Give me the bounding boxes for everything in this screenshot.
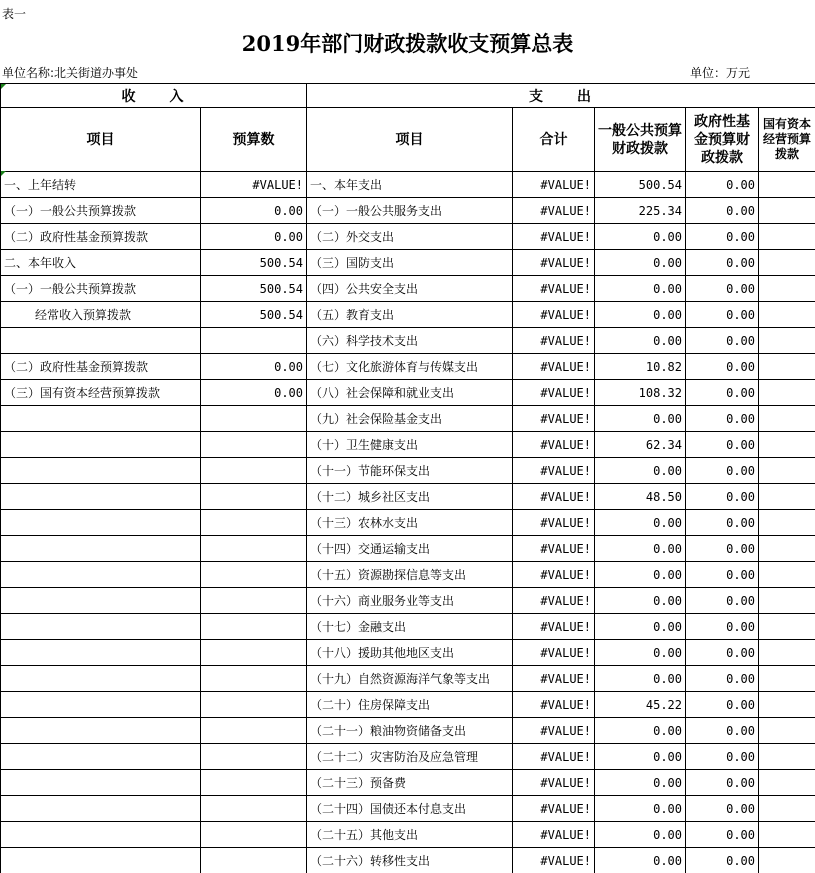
income-amount-cell xyxy=(201,432,307,458)
state-capital-cell xyxy=(759,510,815,536)
total-cell: #VALUE! xyxy=(513,302,595,328)
unit-name: 单位名称:北关街道办事处 xyxy=(2,66,139,80)
gov-fund-cell: 0.00 xyxy=(686,744,759,770)
general-budget-cell: 0.00 xyxy=(595,302,686,328)
general-budget-cell: 10.82 xyxy=(595,354,686,380)
general-budget-cell: 0.00 xyxy=(595,562,686,588)
income-item-cell xyxy=(1,796,201,822)
total-cell: #VALUE! xyxy=(513,172,595,198)
income-item-cell xyxy=(1,614,201,640)
state-capital-cell xyxy=(759,380,815,406)
table-row xyxy=(1,692,815,718)
table-row xyxy=(1,432,815,458)
general-budget-cell: 0.00 xyxy=(595,744,686,770)
expense-group-header: 支 出 xyxy=(307,84,815,108)
state-capital-cell xyxy=(759,822,815,848)
general-budget-cell: 0.00 xyxy=(595,796,686,822)
table-row xyxy=(1,380,815,406)
table-row xyxy=(1,250,815,276)
total-cell: #VALUE! xyxy=(513,692,595,718)
gov-fund-cell: 0.00 xyxy=(686,224,759,250)
state-capital-cell xyxy=(759,562,815,588)
table-row xyxy=(1,796,815,822)
general-budget-cell: 62.34 xyxy=(595,432,686,458)
income-item-cell: 二、本年收入 xyxy=(1,250,201,276)
total-cell: #VALUE! xyxy=(513,744,595,770)
expense-item-cell: （十九）自然资源海洋气象等支出 xyxy=(307,666,513,692)
total-cell: #VALUE! xyxy=(513,770,595,796)
total-cell: #VALUE! xyxy=(513,406,595,432)
state-capital-cell xyxy=(759,588,815,614)
header-column-row xyxy=(1,108,815,172)
expense-item-cell: （十一）节能环保支出 xyxy=(307,458,513,484)
income-amount-cell xyxy=(201,536,307,562)
gov-fund-cell: 0.00 xyxy=(686,172,759,198)
general-budget-cell: 0.00 xyxy=(595,458,686,484)
gov-fund-cell: 0.00 xyxy=(686,328,759,354)
income-item-cell xyxy=(1,692,201,718)
state-capital-cell xyxy=(759,328,815,354)
gov-fund-cell: 0.00 xyxy=(686,588,759,614)
total-cell: #VALUE! xyxy=(513,276,595,302)
expense-item-cell: （三）国防支出 xyxy=(307,250,513,276)
total-cell: #VALUE! xyxy=(513,328,595,354)
state-capital-cell xyxy=(759,536,815,562)
general-budget-cell: 0.00 xyxy=(595,770,686,796)
state-capital-cell xyxy=(759,796,815,822)
general-budget-cell: 108.32 xyxy=(595,380,686,406)
income-item-cell xyxy=(1,536,201,562)
state-capital-cell xyxy=(759,692,815,718)
total-cell: #VALUE! xyxy=(513,484,595,510)
expense-item-cell: （十七）金融支出 xyxy=(307,614,513,640)
income-amount-cell xyxy=(201,666,307,692)
table-row xyxy=(1,328,815,354)
table-row xyxy=(1,172,815,198)
total-cell: #VALUE! xyxy=(513,536,595,562)
income-item-cell xyxy=(1,328,201,354)
general-budget-cell: 0.00 xyxy=(595,250,686,276)
income-item-cell: （一）一般公共预算拨款 xyxy=(1,276,201,302)
income-item-cell xyxy=(1,588,201,614)
state-capital-cell xyxy=(759,614,815,640)
total-cell: #VALUE! xyxy=(513,588,595,614)
state-capital-cell xyxy=(759,250,815,276)
gov-fund-cell: 0.00 xyxy=(686,848,759,873)
income-item-cell xyxy=(1,406,201,432)
gov-fund-cell: 0.00 xyxy=(686,718,759,744)
unit-currency: 单位：万元 xyxy=(690,66,751,80)
state-capital-header: 国有资本经营预算拨款 xyxy=(759,108,815,172)
state-capital-cell xyxy=(759,458,815,484)
income-item-cell xyxy=(1,458,201,484)
expense-item-cell: （十三）农林水支出 xyxy=(307,510,513,536)
state-capital-cell xyxy=(759,276,815,302)
general-budget-cell: 0.00 xyxy=(595,328,686,354)
general-budget-cell: 0.00 xyxy=(595,276,686,302)
income-item-header: 项目 xyxy=(1,108,201,172)
gov-fund-cell: 0.00 xyxy=(686,406,759,432)
income-amount-cell xyxy=(201,744,307,770)
income-item-cell xyxy=(1,562,201,588)
sheet-label: 表一 xyxy=(2,7,27,21)
gov-fund-cell: 0.00 xyxy=(686,380,759,406)
total-cell: #VALUE! xyxy=(513,380,595,406)
total-cell: #VALUE! xyxy=(513,796,595,822)
general-budget-cell: 0.00 xyxy=(595,640,686,666)
income-amount-cell xyxy=(201,458,307,484)
total-cell: #VALUE! xyxy=(513,562,595,588)
general-budget-cell: 500.54 xyxy=(595,172,686,198)
state-capital-cell xyxy=(759,432,815,458)
total-cell: #VALUE! xyxy=(513,224,595,250)
expense-item-cell: （二十四）国债还本付息支出 xyxy=(307,796,513,822)
table-row xyxy=(1,484,815,510)
table-row xyxy=(1,588,815,614)
total-cell: #VALUE! xyxy=(513,848,595,873)
general-budget-cell: 45.22 xyxy=(595,692,686,718)
table-row xyxy=(1,744,815,770)
header-group-row xyxy=(1,84,815,108)
general-budget-cell: 0.00 xyxy=(595,510,686,536)
table-row xyxy=(1,406,815,432)
total-cell: #VALUE! xyxy=(513,432,595,458)
general-budget-cell: 0.00 xyxy=(595,536,686,562)
expense-item-cell: （五）教育支出 xyxy=(307,302,513,328)
gov-fund-cell: 0.00 xyxy=(686,302,759,328)
general-budget-cell: 0.00 xyxy=(595,848,686,873)
expense-item-cell: （一）一般公共服务支出 xyxy=(307,198,513,224)
general-budget-header: 一般公共预算财政拨款 xyxy=(595,108,686,172)
general-budget-cell: 0.00 xyxy=(595,666,686,692)
table-row xyxy=(1,770,815,796)
total-cell: #VALUE! xyxy=(513,250,595,276)
general-budget-cell: 0.00 xyxy=(595,588,686,614)
gov-fund-cell: 0.00 xyxy=(686,692,759,718)
expense-item-cell: （二）外交支出 xyxy=(307,224,513,250)
expense-item-cell: （十）卫生健康支出 xyxy=(307,432,513,458)
table-row xyxy=(1,536,815,562)
table-row xyxy=(1,822,815,848)
gov-fund-header: 政府性基金预算财政拨款 xyxy=(686,108,759,172)
total-cell: #VALUE! xyxy=(513,614,595,640)
income-item-cell xyxy=(1,848,201,873)
income-amount-cell xyxy=(201,328,307,354)
expense-item-cell: （二十五）其他支出 xyxy=(307,822,513,848)
income-item-cell: （二）政府性基金预算拨款 xyxy=(1,354,201,380)
income-item-cell xyxy=(1,770,201,796)
table-row xyxy=(1,510,815,536)
gov-fund-cell: 0.00 xyxy=(686,562,759,588)
gov-fund-cell: 0.00 xyxy=(686,354,759,380)
state-capital-cell xyxy=(759,302,815,328)
income-item-cell xyxy=(1,640,201,666)
state-capital-cell xyxy=(759,744,815,770)
cell-marker-icon xyxy=(1,84,6,89)
gov-fund-cell: 0.00 xyxy=(686,432,759,458)
income-amount-cell xyxy=(201,484,307,510)
expense-item-cell: （十五）资源勘探信息等支出 xyxy=(307,562,513,588)
income-item-cell: （一）一般公共预算拨款 xyxy=(1,198,201,224)
expense-item-cell: （七）文化旅游体育与传媒支出 xyxy=(307,354,513,380)
total-cell: #VALUE! xyxy=(513,822,595,848)
gov-fund-cell: 0.00 xyxy=(686,484,759,510)
income-item-cell: （二）政府性基金预算拨款 xyxy=(1,224,201,250)
expense-item-cell: 一、本年支出 xyxy=(307,172,513,198)
general-budget-cell: 0.00 xyxy=(595,224,686,250)
table-row xyxy=(1,458,815,484)
income-amount-cell xyxy=(201,510,307,536)
state-capital-cell xyxy=(759,848,815,873)
page-title: 2019年部门财政拨款收支预算总表 xyxy=(241,31,574,56)
gov-fund-cell: 0.00 xyxy=(686,510,759,536)
income-item-cell xyxy=(1,744,201,770)
budget-table xyxy=(0,83,815,873)
state-capital-cell xyxy=(759,640,815,666)
income-amount-cell xyxy=(201,770,307,796)
total-header: 合计 xyxy=(513,108,595,172)
income-amount-cell xyxy=(201,640,307,666)
general-budget-cell: 0.00 xyxy=(595,406,686,432)
income-amount-cell xyxy=(201,718,307,744)
income-budget-header: 预算数 xyxy=(201,108,307,172)
general-budget-cell: 0.00 xyxy=(595,614,686,640)
total-cell: #VALUE! xyxy=(513,666,595,692)
income-amount-cell xyxy=(201,848,307,873)
table-row xyxy=(1,302,815,328)
expense-item-cell: （八）社会保障和就业支出 xyxy=(307,380,513,406)
income-amount-cell: 0.00 xyxy=(201,354,307,380)
expense-item-cell: （六）科学技术支出 xyxy=(307,328,513,354)
income-amount-cell: 500.54 xyxy=(201,276,307,302)
income-item-cell xyxy=(1,484,201,510)
state-capital-cell xyxy=(759,198,815,224)
total-cell: #VALUE! xyxy=(513,198,595,224)
income-item-cell xyxy=(1,718,201,744)
income-amount-cell xyxy=(201,822,307,848)
income-item-cell xyxy=(1,666,201,692)
income-amount-cell xyxy=(201,614,307,640)
total-cell: #VALUE! xyxy=(513,718,595,744)
table-row xyxy=(1,198,815,224)
gov-fund-cell: 0.00 xyxy=(686,640,759,666)
state-capital-cell xyxy=(759,406,815,432)
income-item-cell xyxy=(1,822,201,848)
income-item-cell xyxy=(1,510,201,536)
gov-fund-cell: 0.00 xyxy=(686,614,759,640)
gov-fund-cell: 0.00 xyxy=(686,198,759,224)
gov-fund-cell: 0.00 xyxy=(686,536,759,562)
income-amount-cell: 500.54 xyxy=(201,250,307,276)
total-cell: #VALUE! xyxy=(513,354,595,380)
state-capital-cell xyxy=(759,354,815,380)
expense-item-cell: （二十一）粮油物资储备支出 xyxy=(307,718,513,744)
income-item-cell xyxy=(1,432,201,458)
expense-item-cell: （九）社会保险基金支出 xyxy=(307,406,513,432)
expense-item-cell: （十六）商业服务业等支出 xyxy=(307,588,513,614)
state-capital-cell xyxy=(759,484,815,510)
income-item-cell: 经常收入预算拨款 xyxy=(1,302,201,328)
state-capital-cell xyxy=(759,172,815,198)
general-budget-cell: 225.34 xyxy=(595,198,686,224)
table-row xyxy=(1,848,815,873)
gov-fund-cell: 0.00 xyxy=(686,458,759,484)
table-row xyxy=(1,718,815,744)
table-row xyxy=(1,562,815,588)
gov-fund-cell: 0.00 xyxy=(686,250,759,276)
table-row xyxy=(1,354,815,380)
income-amount-cell xyxy=(201,588,307,614)
income-amount-cell xyxy=(201,406,307,432)
expense-item-cell: （十八）援助其他地区支出 xyxy=(307,640,513,666)
general-budget-cell: 0.00 xyxy=(595,822,686,848)
income-amount-cell: 0.00 xyxy=(201,198,307,224)
gov-fund-cell: 0.00 xyxy=(686,276,759,302)
gov-fund-cell: 0.00 xyxy=(686,796,759,822)
gov-fund-cell: 0.00 xyxy=(686,822,759,848)
expense-item-cell: （二十三）预备费 xyxy=(307,770,513,796)
table-row xyxy=(1,640,815,666)
total-cell: #VALUE! xyxy=(513,510,595,536)
general-budget-cell: 0.00 xyxy=(595,718,686,744)
income-amount-cell: #VALUE! xyxy=(201,172,307,198)
expense-item-cell: （十二）城乡社区支出 xyxy=(307,484,513,510)
income-amount-cell xyxy=(201,796,307,822)
gov-fund-cell: 0.00 xyxy=(686,770,759,796)
income-amount-cell: 0.00 xyxy=(201,380,307,406)
total-cell: #VALUE! xyxy=(513,640,595,666)
expense-item-header: 项目 xyxy=(307,108,513,172)
income-item-cell: （三）国有资本经营预算拨款 xyxy=(1,380,201,406)
expense-item-cell: （二十）住房保障支出 xyxy=(307,692,513,718)
table-row xyxy=(1,224,815,250)
state-capital-cell xyxy=(759,666,815,692)
expense-item-cell: （四）公共安全支出 xyxy=(307,276,513,302)
income-item-cell: 一、上年结转 xyxy=(1,172,201,198)
income-amount-cell xyxy=(201,692,307,718)
income-amount-cell: 0.00 xyxy=(201,224,307,250)
expense-item-cell: （二十二）灾害防治及应急管理 xyxy=(307,744,513,770)
income-group-header: 收 入 xyxy=(1,84,307,108)
total-cell: #VALUE! xyxy=(513,458,595,484)
table-row xyxy=(1,276,815,302)
table-row xyxy=(1,666,815,692)
state-capital-cell xyxy=(759,770,815,796)
cell-marker-icon xyxy=(1,171,6,176)
income-amount-cell: 500.54 xyxy=(201,302,307,328)
state-capital-cell xyxy=(759,718,815,744)
income-amount-cell xyxy=(201,562,307,588)
expense-item-cell: （二十六）转移性支出 xyxy=(307,848,513,873)
gov-fund-cell: 0.00 xyxy=(686,666,759,692)
expense-item-cell: （十四）交通运输支出 xyxy=(307,536,513,562)
table-row xyxy=(1,614,815,640)
state-capital-cell xyxy=(759,224,815,250)
general-budget-cell: 48.50 xyxy=(595,484,686,510)
